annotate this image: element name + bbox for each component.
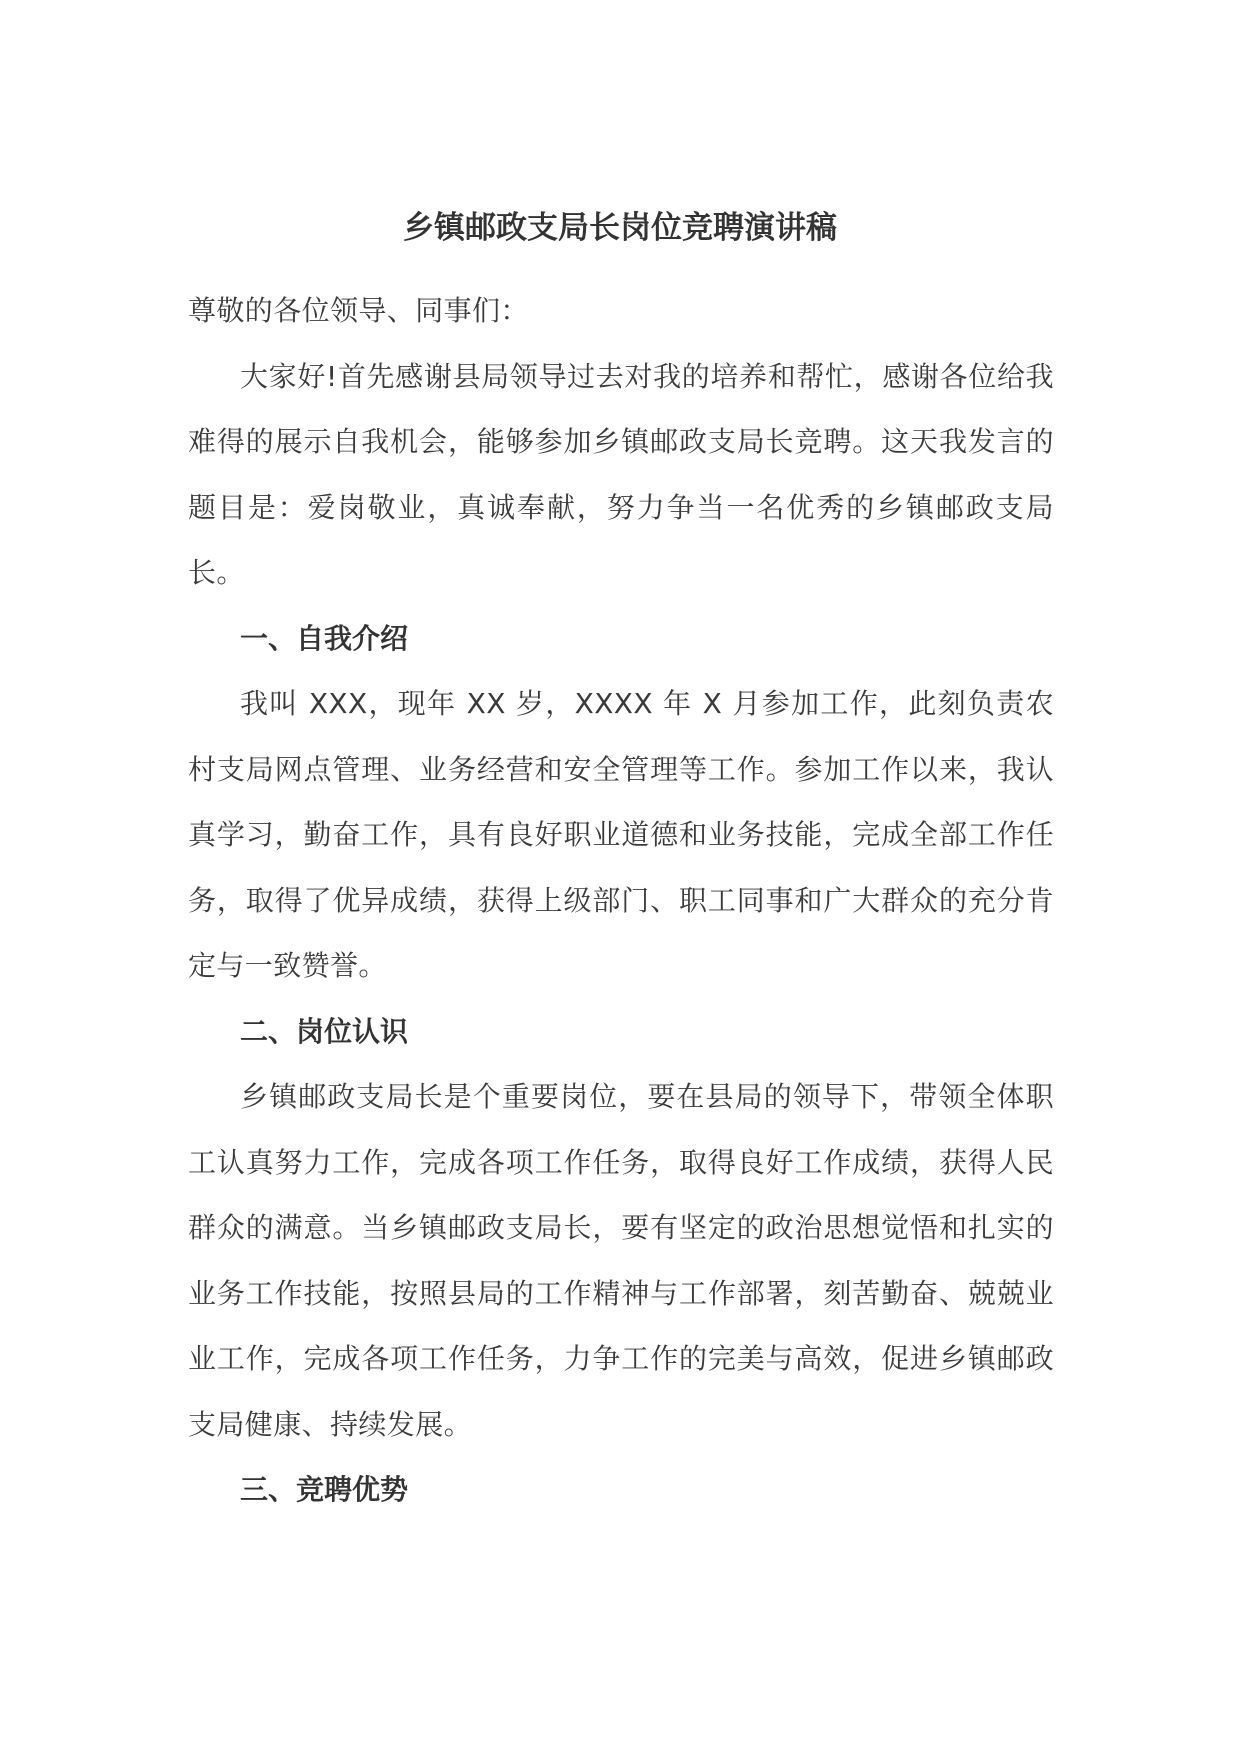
salutation: 尊敬的各位领导、同事们： [188, 294, 529, 327]
document-title: 乡镇邮政支局长岗位竞聘演讲稿 [403, 210, 837, 246]
section-body-position-understanding: 乡镇邮政支局长是个重要岗位，要在县局的领导下，带领全体职工认真努力工作，完成各项工作任务，取得良好工作成绩，获得人民群众的满意。当乡镇邮政支局长，要有坚定的政治思想觉悟和扎实的业务工作技能，按照县局的工作精神与工作部署，刻苦勤奋、兢兢业业工作，完成各项工作任务，力争工作的完美与高效，促进乡镇邮政支局健康、持续发展。 [188, 1080, 1054, 1441]
section-heading-self-introduction: 一、自我介绍 [240, 621, 409, 655]
document-body [188, 278, 1054, 1523]
section-body-self-introduction: 我叫 XXX，现年 XX 岁，XXXX 年 X 月参加工作，此刻负责农村支局网点管理、业务经营和安全管理等工作。参加工作以来，我认真学习，勤奋工作，具有良好职业道德和业务技能，完成全部工作任务，取得了优异成绩，获得上级部门、职工同事和广大群众的充分肯定与一致赞誉。 [188, 687, 1054, 982]
section-heading-position-understanding: 二、岗位认识 [240, 1014, 409, 1048]
intro-paragraph: 大家好!首先感谢县局领导过去对我的培养和帮忙，感谢各位给我难得的展示自我机会，能够参加乡镇邮政支局长竞聘。这天我发言的题目是：爱岗敬业，真诚奉献，努力争当一名优秀的乡镇邮政支局长。 [188, 359, 1054, 589]
section-heading-competitive-advantages: 三、竞聘优势 [240, 1473, 409, 1506]
